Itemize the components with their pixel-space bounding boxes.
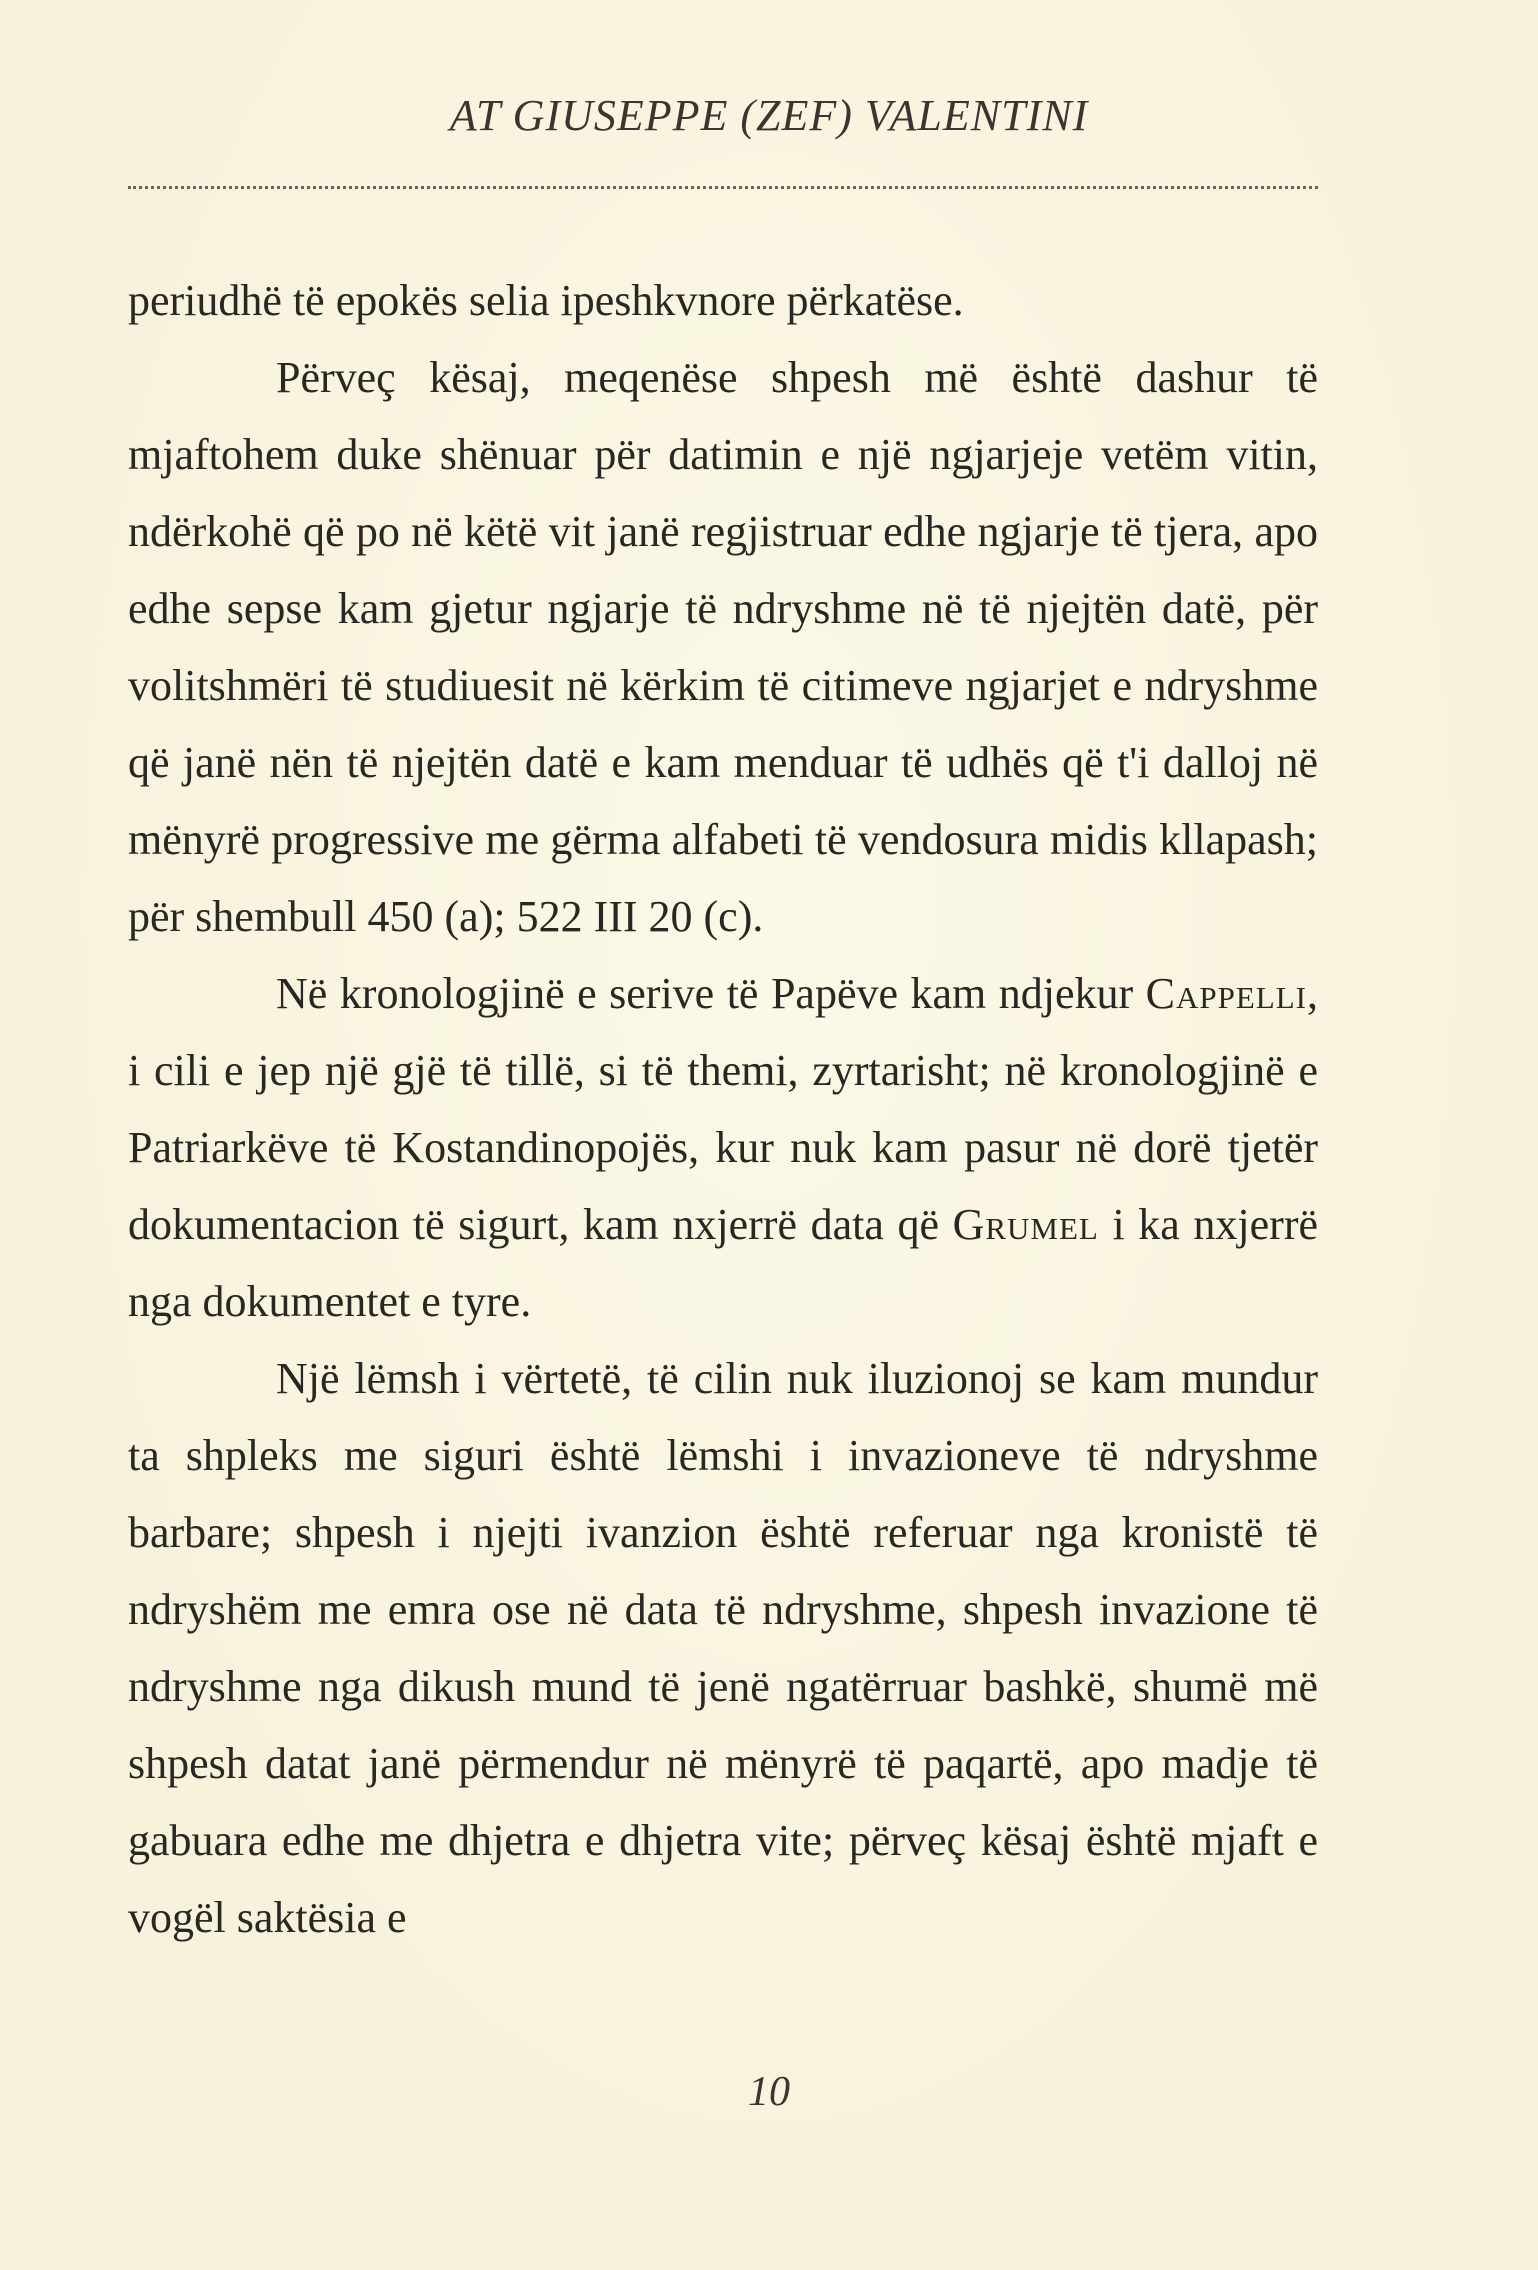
paragraph-chronology-text-a: Në kronologjinë e serive të Papëve kam ndjekur: [276, 969, 1134, 1018]
author-name-grumel: Grumel: [952, 1200, 1099, 1249]
paragraph-chronology-text-b: , i cili e jep një gjë të tillë, si të themi, zyrtarisht; në kronologjinë e Patriarkëve të Kostandinopojës, kur nuk kam pasur në dorë tjetër dokumentacion të sigurt, kam nxjerrë data që: [128, 969, 1318, 1249]
paragraph-chronology-text-c: i ka nxjerrë nga dokumentet e tyre.: [128, 1200, 1319, 1326]
page-number: 10: [748, 2069, 790, 2115]
body-text: [128, 262, 1318, 1956]
dotted-header-rule: [128, 186, 1318, 189]
paragraph-invasions: Një lëmsh i vërtetë, të cilin nuk iluzionoj se kam mundur ta shpleks me siguri është lëmshi i invazioneve të ndryshme barbare; shpesh i njejti ivanzion është referuar nga kronistë të ndryshëm me emra ose në data të ndryshme, shpesh invazione të ndryshme nga dikush mund të jenë ngatërruar bashkë, shumë më shpesh datat janë përmendur në mënyrë të paqartë, apo madje të gabuara edhe me dhjetra e dhjetra vite; përveç kësaj është mjaft e vogël saktësia e: [128, 1354, 1318, 1942]
paragraph-dating-method: Përveç kësaj, meqenëse shpesh më është dashur të mjaftohem duke shënuar për datimin e një ngjarjeje vetëm vitin, ndërkohë që po në këtë vit janë regjistruar edhe ngjarje të tjera, apo edhe sepse kam gjetur ngjarje të ndryshme në të njejtën datë, për volitshmëri të studiuesit në kërkim të citimeve ngjarjet e ndryshme që janë nën të njejtën datë e kam menduar të udhës që t'i dalloj në mënyrë progressive me gërma alfabeti të vendosura midis kllapash; për shembull 450 (a); 522 III 20 (c).: [128, 353, 1318, 941]
author-name-cappelli: Cappelli: [1145, 969, 1307, 1018]
running-head-title: AT GIUSEPPE (ZEF) VALENTINI: [449, 91, 1089, 140]
paragraph-continuation: periudhë të epokës selia ipeshkvnore përkatëse.: [128, 276, 964, 325]
paragraph-chronology: [128, 955, 1318, 1340]
